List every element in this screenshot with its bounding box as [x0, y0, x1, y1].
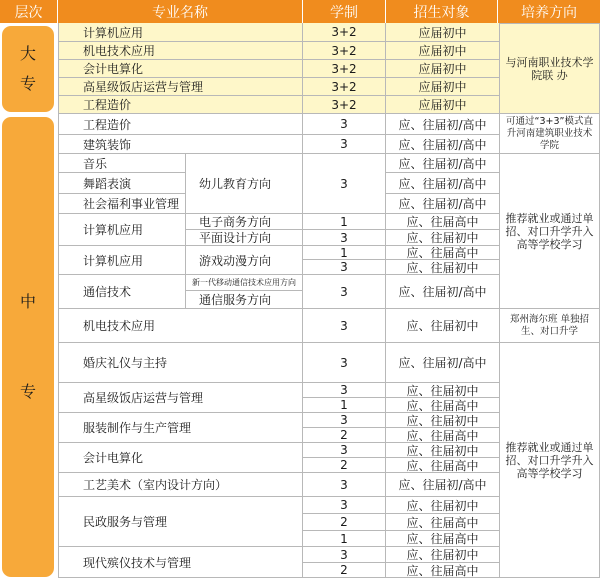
- years-jzzs: 3: [303, 135, 386, 154]
- direction-d4: 推荐就业或通过单招、对口升学升入高等学校学习: [500, 343, 600, 578]
- years-gczj: 3: [303, 114, 386, 135]
- target-fandian1: 应、往届初中: [386, 383, 500, 398]
- target-minzheng2: 应、往届高中: [386, 514, 500, 531]
- direction-d1: 可通过“3+3”模式直升河南建筑职业技术学院: [500, 114, 600, 154]
- table-cell-years: 3+2: [303, 78, 386, 96]
- dazhuan-direction: 与河南职业技术学院联 办: [500, 23, 600, 114]
- target-youxi1: 应、往届高中: [386, 246, 500, 260]
- years-gongyi: 3: [303, 473, 386, 497]
- years-hunqing: 3: [303, 343, 386, 383]
- header-direction: 培养方向: [498, 0, 600, 23]
- years-fuzhuang2: 2: [303, 428, 386, 443]
- years-yinyue-group: 3: [303, 154, 386, 214]
- years-fandian1: 3: [303, 383, 386, 398]
- target-jidian: 应、往届初中: [386, 309, 500, 343]
- major-fuzhuang: 服装制作与生产管理: [58, 413, 303, 443]
- years-fuzhuang1: 3: [303, 413, 386, 428]
- target-minzheng3: 应、往届高中: [386, 531, 500, 547]
- years-dianzi: 1: [303, 214, 386, 230]
- major-jsj1: 计算机应用: [58, 214, 186, 246]
- subdir-youxi: 游戏动漫方向: [186, 246, 303, 275]
- major-yinyue: 音乐: [58, 154, 186, 173]
- target-pingmian: 应、往届初中: [386, 230, 500, 246]
- years-jidian: 3: [303, 309, 386, 343]
- table-cell-target: 应届初中: [386, 42, 500, 60]
- target-hunqing: 应、往届初/高中: [386, 343, 500, 383]
- years-binyi1: 3: [303, 547, 386, 563]
- target-tongxin: 应、往届初/高中: [386, 275, 500, 309]
- direction-d3: 郑州海尔班 单独招生、对口升学: [500, 309, 600, 343]
- target-gongyi: 应、往届初/高中: [386, 473, 500, 497]
- table-cell-years: 3+2: [303, 42, 386, 60]
- level-zhongzhuan: [2, 117, 54, 577]
- target-jzzs: 应、往届初/高中: [386, 135, 500, 154]
- years-tongxin: 3: [303, 275, 386, 309]
- years-minzheng2: 2: [303, 514, 386, 531]
- major-jidian: 机电技术应用: [58, 309, 303, 343]
- header-target: 招生对象: [386, 0, 498, 23]
- years-minzheng3: 1: [303, 531, 386, 547]
- years-youxi2: 3: [303, 260, 386, 275]
- target-fuzhuang1: 应、往届初中: [386, 413, 500, 428]
- target-fuzhuang2: 应、往届高中: [386, 428, 500, 443]
- target-binyi1: 应、往届初中: [386, 547, 500, 563]
- table-cell-target: 应届初中: [386, 60, 500, 78]
- major-kuaiji: 会计电算化: [58, 443, 303, 473]
- table-cell-target: 应届初中: [386, 23, 500, 42]
- header-major: 专业名称: [58, 0, 303, 23]
- table-cell-years: 3+2: [303, 23, 386, 42]
- level-dazhuan-char-2: 专: [19, 74, 36, 93]
- table-row-major: 计算机应用: [58, 23, 303, 42]
- years-binyi2: 2: [303, 563, 386, 578]
- level-dazhuan: [2, 26, 54, 112]
- major-gczj: 工程造价: [58, 114, 303, 135]
- subdir-tongxinfuwu: 通信服务方向: [186, 291, 303, 309]
- target-kuaiji1: 应、往届初中: [386, 443, 500, 458]
- subdir-youer: 幼儿教育方向: [186, 154, 303, 214]
- target-binyi2: 应、往届高中: [386, 563, 500, 578]
- major-tongxin: 通信技术: [58, 275, 186, 309]
- target-shehui: 应、往届初/高中: [386, 194, 500, 214]
- years-youxi1: 1: [303, 246, 386, 260]
- target-fandian2: 应、往届高中: [386, 398, 500, 413]
- major-jsj2: 计算机应用: [58, 246, 186, 275]
- years-kuaiji2: 2: [303, 458, 386, 473]
- header-level: 层次: [0, 0, 58, 23]
- subdir-pingmian: 平面设计方向: [186, 230, 303, 246]
- target-gczj: 应、往届初/高中: [386, 114, 500, 135]
- target-minzheng1: 应、往届初中: [386, 497, 500, 514]
- table-cell-target: 应届初中: [386, 96, 500, 114]
- table-row-major: 工程造价: [58, 96, 303, 114]
- major-fandian: 高星级饭店运营与管理: [58, 383, 303, 413]
- years-kuaiji1: 3: [303, 443, 386, 458]
- table-row-major: 会计电算化: [58, 60, 303, 78]
- target-dianzi: 应、往届高中: [386, 214, 500, 230]
- major-minzheng: 民政服务与管理: [58, 497, 303, 547]
- subdir-dianzi: 电子商务方向: [186, 214, 303, 230]
- years-minzheng1: 3: [303, 497, 386, 514]
- major-wudao: 舞蹈表演: [58, 173, 186, 194]
- major-jzzs: 建筑装饰: [58, 135, 303, 154]
- table-cell-years: 3+2: [303, 96, 386, 114]
- major-gongyi: 工艺美术（室内设计方向）: [58, 473, 303, 497]
- direction-d2: 推荐就业或通过单招、对口升学升入高等学校学习: [500, 154, 600, 309]
- target-wudao: 应、往届初/高中: [386, 173, 500, 194]
- target-kuaiji2: 应、往届高中: [386, 458, 500, 473]
- level-zhongzhuan-char-1: 中: [19, 292, 36, 311]
- level-zhongzhuan-char-2: 专: [19, 382, 36, 401]
- table-cell-target: 应届初中: [386, 78, 500, 96]
- level-dazhuan-char-1: 大: [19, 44, 36, 63]
- target-youxi2: 应、往届初中: [386, 260, 500, 275]
- target-yinyue: 应、往届初/高中: [386, 154, 500, 173]
- table-cell-years: 3+2: [303, 60, 386, 78]
- major-binyi: 现代殡仪技术与管理: [58, 547, 303, 578]
- major-hunqing: 婚庆礼仪与主持: [58, 343, 303, 383]
- years-fandian2: 1: [303, 398, 386, 413]
- table-row-major: 机电技术应用: [58, 42, 303, 60]
- table-row-major: 高星级饭店运营与管理: [58, 78, 303, 96]
- subdir-yidong: 新一代移动通信技术应用方向: [186, 275, 303, 291]
- years-pingmian: 3: [303, 230, 386, 246]
- header-years: 学制: [303, 0, 386, 23]
- major-shehui: 社会福利事业管理: [58, 194, 186, 214]
